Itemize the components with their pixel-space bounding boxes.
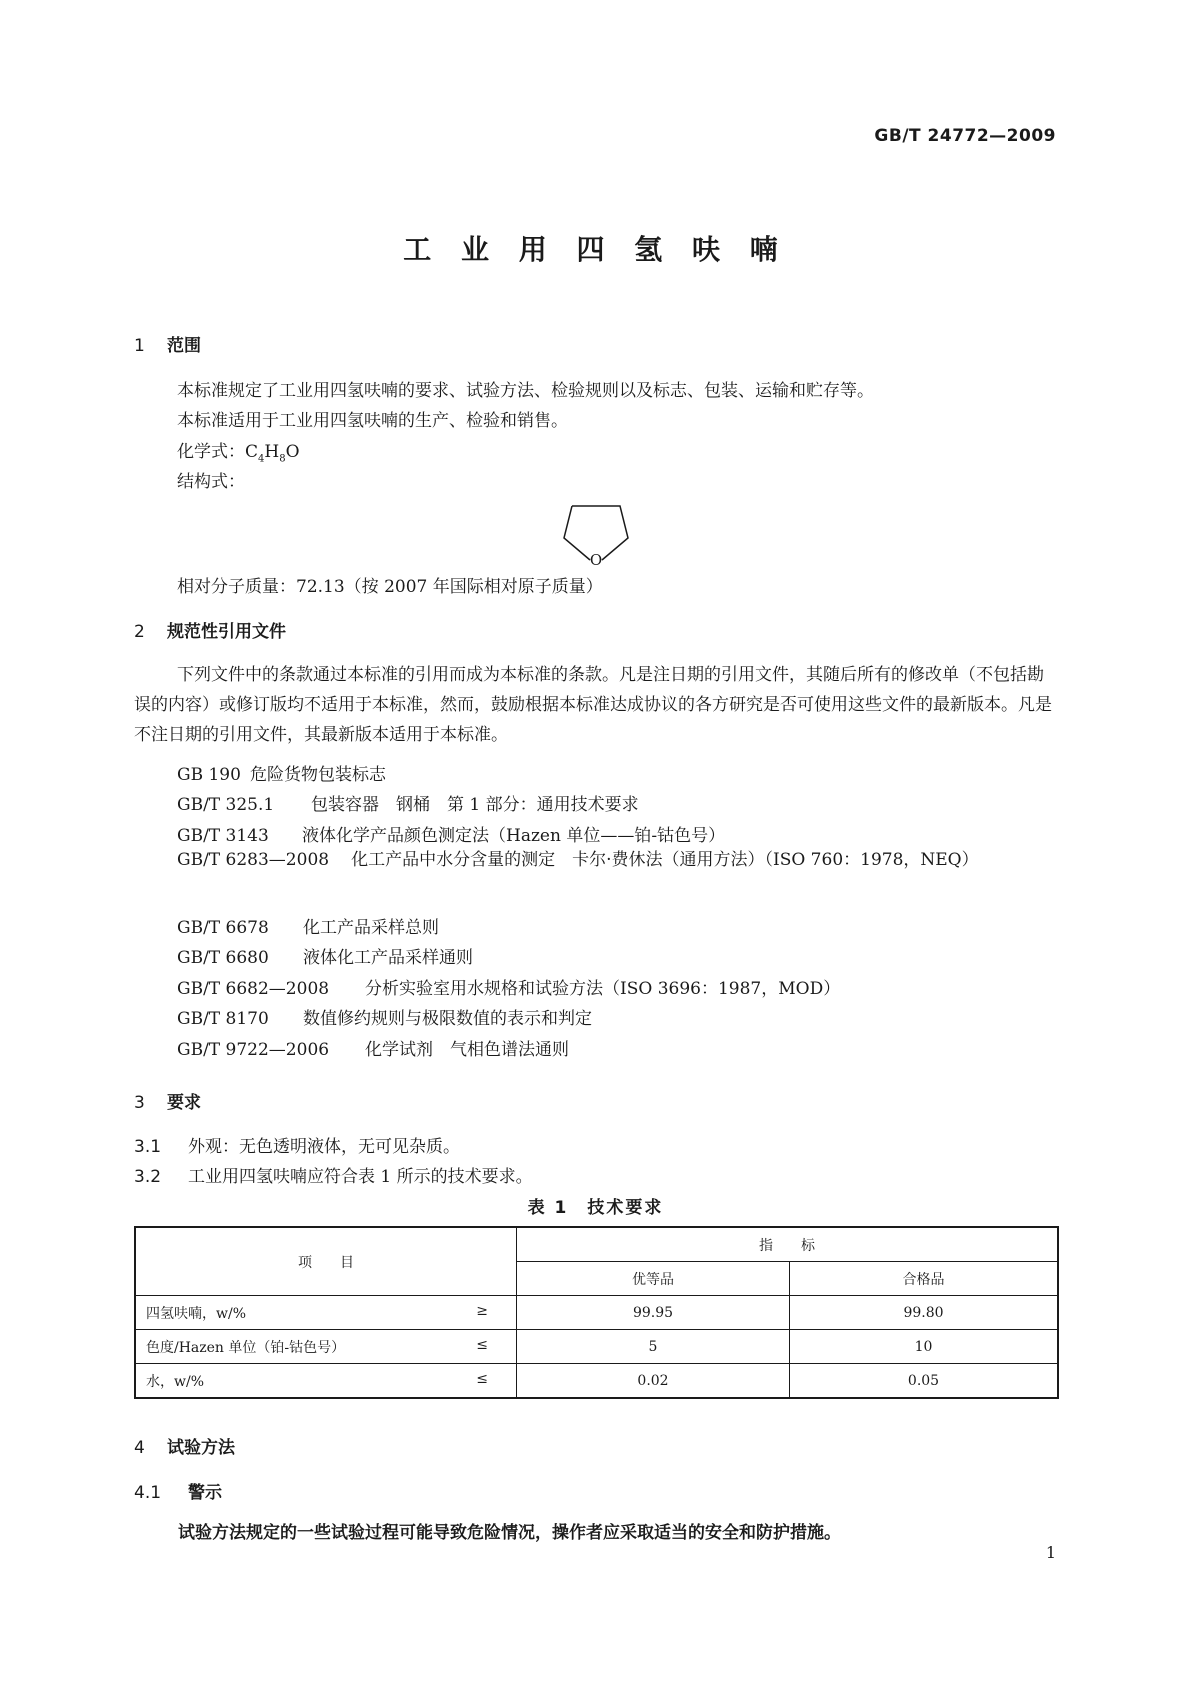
clause-number: 3.1	[134, 1137, 162, 1157]
section-1-heading	[134, 331, 201, 356]
section-title: 要求	[167, 1093, 201, 1113]
formula-subscript: 8	[279, 453, 286, 465]
reference-title: 液体化工产品采样通则	[303, 948, 473, 968]
reference-code: GB/T 9722—2006	[177, 1040, 330, 1060]
ring-bonds	[564, 506, 590, 560]
section-3-heading	[134, 1088, 201, 1113]
reference-title: 数值修约规则与极限数值的表示和判定	[303, 1009, 592, 1029]
reference-item	[177, 913, 439, 938]
section-title: 试验方法	[167, 1438, 235, 1458]
value-cell: 0.05	[790, 1364, 1059, 1399]
clause-3-1	[134, 1132, 460, 1157]
formula-element: O	[285, 442, 300, 462]
value-cell: 10	[790, 1330, 1059, 1364]
chemical-formula	[177, 437, 300, 464]
reference-item	[177, 943, 473, 968]
reference-code: GB/T 3143	[177, 826, 269, 846]
table-row	[135, 1330, 1058, 1364]
paragraph: 本标准适用于工业用四氢呋喃的生产、检验和销售。	[177, 411, 568, 431]
paragraph: 本标准规定了工业用四氢呋喃的要求、试验方法、检验规则以及标志、包装、运输和贮存等。	[177, 381, 874, 401]
reference-item	[177, 1035, 569, 1060]
reference-title: 化工产品中水分含量的测定 卡尔·费休法（通用方法）（ISO 760：1978，NEQ）	[351, 850, 979, 870]
standard-number: GB/T 24772—2009	[874, 126, 1056, 146]
reference-code: GB/T 6678	[177, 918, 269, 938]
limit-symbol: ≤	[476, 1371, 488, 1387]
structure-label: 结构式：	[177, 472, 245, 492]
section-number: 2	[134, 622, 145, 642]
header-index: 指 标	[517, 1227, 1059, 1262]
reference-title: 液体化学产品颜色测定法（Hazen 单位——铂-钴色号）	[302, 826, 726, 846]
reference-item	[177, 1004, 592, 1029]
formula-label: 化学式：	[177, 442, 245, 462]
value-cell: 0.02	[517, 1364, 790, 1399]
clause-title: 警示	[188, 1483, 222, 1503]
section-2-heading	[134, 617, 286, 642]
reference-item	[177, 974, 840, 999]
reference-item	[177, 821, 725, 846]
clause-4-1-heading	[134, 1478, 222, 1503]
formula-subscript: 4	[258, 453, 265, 465]
reference-title: 化学试剂 气相色谱法通则	[365, 1040, 569, 1060]
warning-text: 试验方法规定的一些试验过程可能导致危险情况，操作者应采取适当的安全和防护措施。	[178, 1523, 841, 1543]
oxygen-atom-label: O	[589, 551, 603, 566]
table-row	[135, 1296, 1058, 1330]
value-cell: 99.95	[517, 1296, 790, 1330]
table-caption: 表 1 技术要求	[527, 1198, 664, 1218]
header-grade-superior: 优等品	[517, 1262, 790, 1296]
page-number: 1	[1045, 1543, 1056, 1562]
reference-item	[177, 760, 386, 785]
table-row	[135, 1364, 1058, 1399]
clause-text: 外观：无色透明液体，无可见杂质。	[188, 1137, 460, 1157]
section-number: 4	[134, 1438, 145, 1458]
limit-symbol: ≤	[476, 1337, 488, 1353]
section-number: 3	[134, 1093, 145, 1113]
item-cell	[135, 1330, 517, 1364]
formula-element: H	[264, 442, 280, 462]
reference-item	[177, 790, 639, 815]
header-item: 项 目	[135, 1227, 517, 1296]
limit-symbol: ≥	[476, 1303, 488, 1319]
header-grade-qualified: 合格品	[790, 1262, 1059, 1296]
technical-requirements-table	[134, 1226, 1059, 1399]
section-title: 范围	[167, 336, 201, 356]
tetrahydrofuran-structure-diagram	[560, 502, 632, 566]
reference-code: GB/T 8170	[177, 1009, 269, 1029]
section-number: 1	[134, 336, 145, 356]
section-title: 规范性引用文件	[167, 622, 286, 642]
item-cell	[135, 1364, 517, 1399]
formula-element: C	[245, 442, 259, 462]
item-cell	[135, 1296, 517, 1330]
reference-title: 包装容器 钢桶 第 1 部分：通用技术要求	[311, 795, 639, 815]
reference-code: GB/T 6283—2008	[177, 850, 330, 870]
document-title: 工 业 用 四 氢 呋 喃	[403, 233, 788, 266]
value-cell: 5	[517, 1330, 790, 1364]
value-cell: 99.80	[790, 1296, 1059, 1330]
molecular-mass: 相对分子质量：72.13（按 2007 年国际相对原子质量）	[177, 577, 603, 597]
reference-code: GB 190	[177, 765, 241, 785]
item-label: 色度/Hazen 单位（铂-钴色号）	[146, 1339, 346, 1356]
clause-number: 3.2	[134, 1167, 162, 1187]
reference-title: 化工产品采样总则	[303, 918, 439, 938]
reference-code: GB/T 6680	[177, 948, 269, 968]
references-intro: 下列文件中的条款通过本标准的引用而成为本标准的条款。凡是注日期的引用文件，其随后所有的修改单（不包括勘误的内容）或修订版均不适用于本标准，然而，鼓励根据本标准达成协议的各方研究是否可使用这些文件的最新版本。凡是不注日期的引用文件，其最新版本适用于本标准。	[134, 665, 1052, 745]
item-label: 四氢呋喃，w/%	[146, 1305, 247, 1322]
reference-code: GB/T 6682—2008	[177, 979, 330, 999]
reference-item-wrapped	[134, 845, 1058, 875]
reference-title: 分析实验室用水规格和试验方法（ISO 3696：1987，MOD）	[365, 979, 841, 999]
reference-title: 危险货物包装标志	[250, 765, 386, 785]
clause-3-2	[134, 1162, 533, 1187]
section-4-heading	[134, 1433, 235, 1458]
table-header-row	[135, 1227, 1058, 1262]
reference-code: GB/T 325.1	[177, 795, 275, 815]
item-label: 水，w/%	[146, 1373, 205, 1390]
clause-text: 工业用四氢呋喃应符合表 1 所示的技术要求。	[188, 1167, 533, 1187]
clause-number: 4.1	[134, 1483, 162, 1503]
